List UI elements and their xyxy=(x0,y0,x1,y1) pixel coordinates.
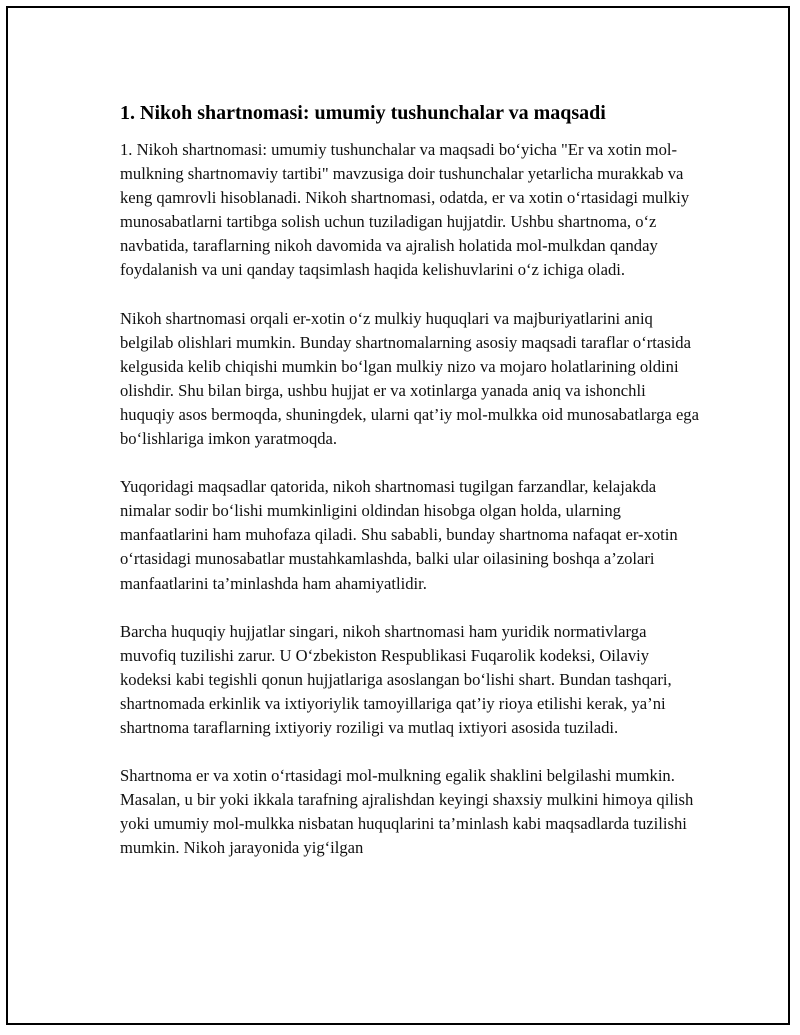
paragraph-4: Barcha huquqiy hujjatlar singari, nikoh shartnomasi ham yuridik normativlarga muvofiq tuzilishi zarur. U O‘zbekiston Respublikasi Fuqarolik kodeksi, Oilaviy kodeksi kabi tegishli qonun hujjatlariga asoslangan bo‘lishi shart. Bundan tashqari, shartnomada erkinlik va ixtiyoriylik tamoyillariga qat’iy rioya etilishi kerak, ya’ni shartnoma taraflarning ixtiyoriy roziligi va mutlaq ixtiyori asosida tuziladi. xyxy=(120,621,672,737)
paragraph-2: Nikoh shartnomasi orqali er-xotin o‘z mulkiy huquqlari va majburiyatlarini aniq belgilab olishlari mumkin. Bunday shartnomalarning asosiy maqsadi taraflar o‘rtasida kelgusida kelib chiqishi mumkin bo‘lgan mulkiy nizo va mojaro holatlarining oldini olishdir. Shu bilan birga, ushbu hujjat er va xotinlarga yanada aniq va ishonchli huquqiy asos bermoqda, shuningdek, ularni qat’iy mol-mulkka oid munosabatlarga ega bo‘lishlariga imkon yaratmoqda. xyxy=(120,308,699,449)
paragraph-5: Shartnoma er va xotin o‘rtasidagi mol-mulkning egalik shaklini belgilashi mumkin. Masalan, u bir yoki ikkala tarafning ajralishdan keyingi shaxsiy mulkini himoya qilish yoki umumiy mol-mulkka nisbatan huquqlarini ta’minlash kabi maqsadlarda tuzilishi mumkin. Nikoh jarayonida yig‘ilgan xyxy=(120,766,694,858)
paragraph-1: 1. Nikoh shartnomasi: umumiy tushunchalar va maqsadi bo‘yicha "Er va xotin mol-mulkning shartnomaviy tartibi" mavzusiga doir tushunchalar yetarlicha murakkab va keng qamrovli hisoblanadi. Nikoh shartnomasi, odatda, er va xotin o‘rtasidagi mulkiy munosabatlarni tartibga solish uchun tuziladigan hujjatdir. Ushbu shartnoma, o‘z navbatida, taraflarning nikoh davomida va ajralish holatida mol-mulkdan qanday foydalanish va uni qanday taqsimlash haqida kelishuvlarini o‘z ichiga oladi. xyxy=(120,140,690,280)
page-frame xyxy=(6,6,790,1025)
document-body xyxy=(120,100,702,884)
section-heading: 1. Nikoh shartnomasi: umumiy tushunchalar va maqsadi xyxy=(120,102,606,124)
paragraph-3: Yuqoridagi maqsadlar qatorida, nikoh shartnomasi tugilgan farzandlar, kelajakda nimalar sodir bo‘lishi mumkinligini oldindan hisobga olgan holda, ularning manfaatlarini ham muhofaza qiladi. Shu sababli, bunday shartnoma nafaqat er-xotin o‘rtasidagi munosabatlar mustahkamlashda, balki ular oilasining boshqa a’zolari manfaatlarini ta’minlashda ham ahamiyatlidir. xyxy=(120,477,678,593)
